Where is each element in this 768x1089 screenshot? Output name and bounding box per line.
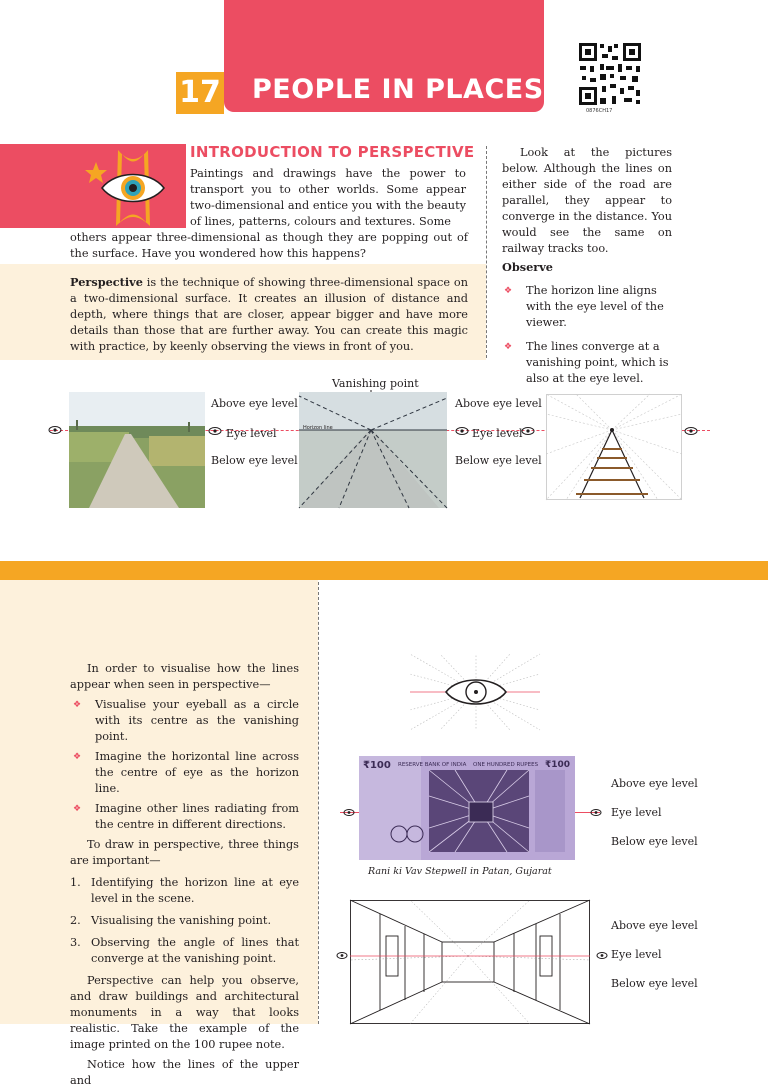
chapter-number: 17 [176,72,224,114]
observe-heading: Observe [502,260,553,274]
eye-level-label: Eye level [226,427,277,440]
eye-symbol-icon [336,951,348,960]
visualise-bullet: ❖ Visualise your eyeball as a circle with its centre as the vanishing point. [70,697,299,745]
eye-level-label: Eye level [611,948,662,961]
above-eye-level-label: Above eye level [611,777,698,790]
note-value-right: ₹100 [545,760,571,770]
note-denomination-text: ONE HUNDRED RUPEES [473,762,539,768]
note-caption: Rani ki Vav Stepwell in Patan, Gujarat [368,866,552,877]
observe-bullet: ❖ The lines converge at a vanishing point, which is also at the eye level. [502,339,672,387]
vanishing-point-label: Vanishing point [332,377,419,390]
intro-paragraph: Paintings and drawings have the power to transport you to other worlds. Some appear two-dimensional and entice you with the beauty of lines, patterns, colours and textures. Some [190,167,466,228]
chapter-title: PEOPLE IN PLACES [252,74,544,105]
observe-bullet: ❖ The horizon line aligns with the eye level of the viewer. [502,283,672,331]
eye-symbol-icon [343,808,355,817]
definition-text: is the technique of showing three-dimensional space on a two-dimensional surface. It creates an illusion of distance and depth, where things that are closer, appear bigger and have more details than those that are further away. You can create this magic with practice, by keenly observing the views in front of you. [70,276,468,353]
lower-text-column [70,661,299,1089]
note-bank-text: RESERVE BANK OF INDIA [398,762,467,768]
visualise-bullet: ❖ Imagine the horizontal line across the centre of eye as the horizon line. [70,749,299,797]
eye-symbol-icon [521,426,535,436]
eye-symbol-icon [596,951,608,960]
eye-symbol-icon [48,425,62,435]
eye-symbol-icon [455,426,469,436]
eye-illustration-icon [88,150,178,226]
qr-code-icon[interactable] [578,42,642,106]
section-title: INTRODUCTION TO PERSPECTIVE [190,143,475,161]
notice-paragraph: Notice how the lines of the upper and [70,1058,299,1087]
eye-symbol-icon [208,426,222,436]
right-column [502,145,672,387]
visualise-intro: In order to visualise how the lines appear when seen in perspective— [70,662,299,691]
definition-term: Perspective [70,275,143,289]
monuments-paragraph: Perspective can help you observe, and draw buildings and architectural monuments in a way that looks realistic. Take the example of the image printed on the 100 rupee note. [70,974,299,1051]
eye-level-label: Eye level [472,427,523,440]
below-eye-level-label: Below eye level [211,454,298,467]
eye-level-label: Eye level [611,806,662,819]
road-perspective-photo [299,392,447,508]
numbered-item: 1. Identifying the horizon line at eye level in the scene. [70,876,299,905]
eye-symbol-icon [684,426,698,436]
above-eye-level-label: Above eye level [211,397,298,410]
road-photo [69,392,205,508]
below-eye-level-label: Below eye level [611,835,698,848]
numbered-item: 2. Visualising the vanishing point. [70,914,272,927]
road-paragraph: Look at the pictures below. Although the lines on either side of the road are parallel, they appear to converge in the distance. You would see the same on railway tracks too. [502,146,672,255]
numbered-item: 3. Observing the angle of lines that converge at the vanishing point. [70,936,299,965]
section-divider-band [0,561,768,580]
column-divider [318,582,319,1024]
below-eye-level-label: Below eye level [455,454,542,467]
visualise-bullet: ❖ Imagine other lines radiating from the centre in different directions. [70,801,299,833]
above-eye-level-label: Above eye level [611,919,698,932]
railway-track-drawing [546,394,682,500]
rupee-note-image [359,756,575,860]
eyeball-diagram [410,654,540,730]
eye-symbol-icon [590,808,602,817]
horizon-line-label: Horizon line [303,425,333,431]
column-divider [486,146,487,358]
qr-code-id: 0876CH17 [586,108,613,114]
things-intro: To draw in perspective, three things are important— [70,838,299,867]
intro-paragraph-continued: others appear three-dimensional as though they are popping out of the surface. Have you wondered how this happens? [70,231,468,260]
note-value: ₹100 [363,760,391,771]
below-eye-level-label: Below eye level [611,977,698,990]
definition-paragraph [70,274,468,355]
corridor-drawing [350,900,590,1024]
above-eye-level-label: Above eye level [455,397,542,410]
